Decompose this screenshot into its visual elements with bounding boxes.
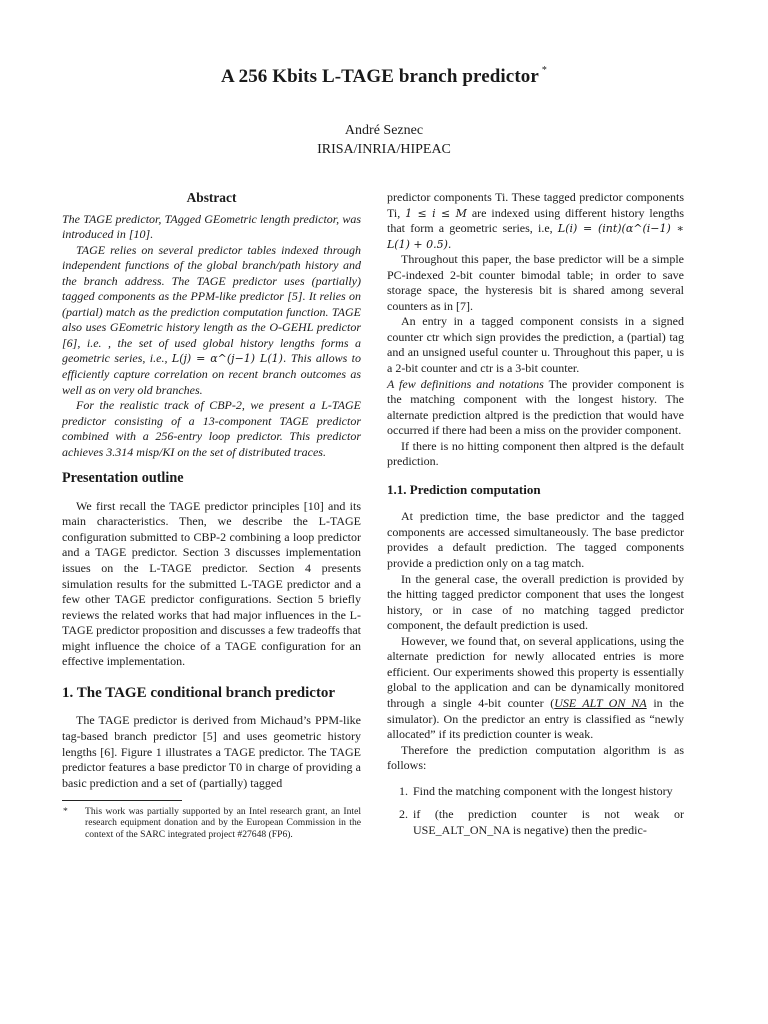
- body-text: are indexed using different history lengths that form a geometric series, i.e,: [387, 205, 685, 236]
- abstract-paragraph: The TAGE predictor, TAgged GEometric length predictor, was introduced in [10].: [62, 211, 361, 242]
- footnote-text: This work was partially supported by an Intel research grant, an Intel research equipment donation and by the European Commission in the context of the SARC integrated project #27648 (FP6).: [85, 806, 361, 840]
- list-item: 1. Find the matching component with the longest history: [411, 784, 684, 800]
- author-name: André Seznec: [344, 123, 424, 138]
- body-paragraph: [387, 634, 684, 743]
- section-heading-outline: Presentation outline: [62, 470, 184, 487]
- body-paragraph: At prediction time, the base predictor and the tagged components are accessed simultaneously. The base predictor provides a default prediction. The tagged components provide a prediction only on a tag match.: [387, 509, 684, 571]
- title-text: A 256 Kbits L-TAGE branch predictor: [220, 66, 539, 87]
- outline-paragraph: We first recall the TAGE predictor principles [10] and its main characteristics. Then, we describe the L-TAGE configuration submitted to CBP-2 combining a loop predictor and a TAGE predictor. Section 3 discusses implementation issues on the L-TAGE predictor. Section 4 presents simulation results for the submitted L-TAGE predictor and a few other TAGE predictor configurations. Section 5 briefly reviews the related works that had major influences in the L-TAGE predictor proposition and discusses a few tradeoffs that might influence the choice of a TAGE configuration for an effective implementation.: [62, 498, 361, 669]
- body-paragraph: [387, 377, 684, 439]
- algorithm-list: [387, 784, 684, 839]
- right-column: [387, 190, 684, 846]
- body-paragraph: Therefore the prediction computation algorithm is as follows:: [387, 742, 684, 773]
- section1-paragraph: The TAGE predictor is derived from Michaud’s PPM-like tag-based branch predictor [5] and uses geometric history lengths [6]. Figure 1 illustrates a TAGE predictor. The TAGE predictor features a base predictor T0 in charge of providing a basic prediction and a set of (partially) tagged: [62, 713, 361, 790]
- abstract-heading: Abstract: [186, 190, 237, 205]
- body-paragraph: In the general case, the overall prediction is provided by the hitting tagged predictor component that uses the longest history, or in case of no matching tagged predictor component, the default prediction is used.: [387, 571, 684, 633]
- index-range-formula: 1 ≤ i ≤ M: [405, 206, 467, 220]
- history-length-formula: L(i) = (int)(α^(i−1) ∗ L(1) + 0.5).: [387, 222, 684, 251]
- body-text: The provider component is the matching component with the longest history. The alternate prediction altpred is the prediction that would have occurred if there had been a miss on the provider component.: [387, 376, 684, 438]
- title-footnote-mark: *: [541, 64, 547, 76]
- paper-title: [0, 66, 768, 88]
- abstract-paragraph: For the realistic track of CBP-2, we present a L-TAGE predictor consisting of a 13-component TAGE predictor combined with a 256-entry loop predictor. This predictor achieves 3.314 misp/KI on the set of distributed traces.: [62, 398, 361, 459]
- abstract-text: TAGE relies on several predictor tables indexed through independent functions of the global branch/path history and the branch address. The TAGE predictor uses (partially) tagged components as the PPM-like predictor [5]. It relies on (partial) match as the prediction computation function. TAGE also uses GEometric history length as the O-GEHL predictor [6], i.e. , the set of used global history lengths forms a geometric series, i.e.,: [62, 242, 361, 366]
- section-heading-1: 1. The TAGE conditional branch predictor: [62, 684, 336, 701]
- definitions-label: A few definitions and notations: [387, 376, 544, 391]
- body-paragraph: Throughout this paper, the base predictor will be a simple PC-indexed 2-bit counter bimodal table; in order to save storage space, the hysteresis bit is shared among several counters as in [7].: [387, 252, 684, 313]
- body-text: However, we found that, on several applications, using the alternate prediction for newly allocated entries is more efficient. Our experiments showed this property is essentially global to the application and can be dynamically monitored through a single 4-bit counter (: [387, 633, 684, 710]
- author-block: [0, 121, 768, 159]
- geometric-formula: L(j) = α^(j−1) L(1).: [171, 352, 287, 366]
- footnote-mark: *: [63, 806, 68, 818]
- body-text: in the simulator). On the predictor an entry is classified as “newly allocated” if its prediction counter is weak.: [387, 695, 684, 742]
- footnote: [62, 806, 361, 840]
- left-column: [62, 190, 361, 840]
- footnote-divider: [62, 800, 182, 801]
- author-affiliation: IRISA/INRIA/HIPEAC: [317, 142, 451, 157]
- subsection-heading-1-1: 1.1. Prediction computation: [387, 481, 541, 497]
- list-item: 2. if (the prediction counter is not weak or USE_ALT_ON_NA is negative) then the predic-: [411, 807, 684, 838]
- body-paragraph: If there is no hitting component then altpred is the default prediction.: [387, 438, 684, 469]
- abstract-text: This allows to efficiently capture correlation on recent branch outcomes as well as on very old branches.: [62, 351, 362, 397]
- body-paragraph: An entry in a tagged component consists in a signed counter ctr which sign provides the prediction, a (partial) tag and an unsigned useful counter u. Throughout this paper, u is a 2-bit counter and ctr is a 3-bit counter.: [387, 314, 684, 376]
- counter-name: USE_ALT_ON_NA: [554, 695, 647, 710]
- body-text: predictor components Ti. These tagged predictor components Ti,: [387, 190, 684, 220]
- body-paragraph: [387, 190, 684, 252]
- abstract-paragraph: [62, 243, 361, 398]
- abstract: [62, 190, 361, 460]
